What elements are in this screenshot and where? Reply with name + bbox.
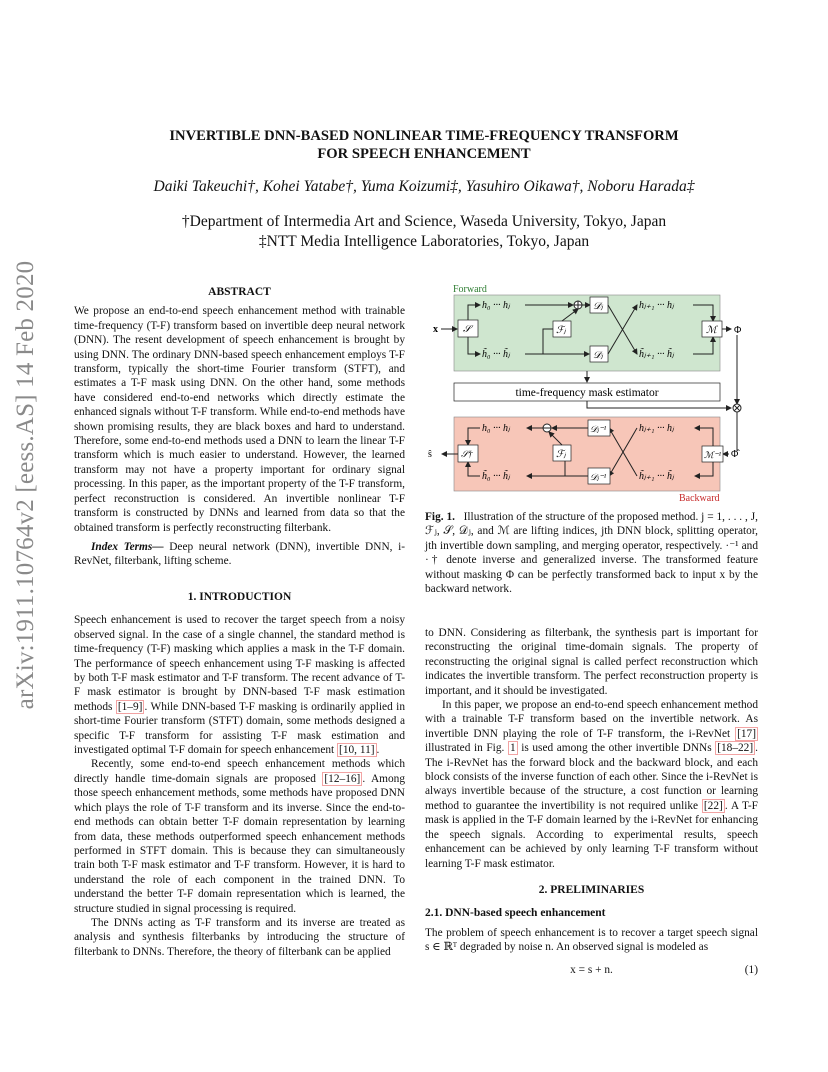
intro-paragraph: Speech enhancement is used to recover the target speech from a noisy observed signal. In the case of a single channel, the standard method is time-frequency (T-F) masking which applies a mask in the T-F domain. The performance of speech enhancement using T-F masking is affected by both T-F mask estimator and T-F transform. The recent advance of T-F mask estimator is brought by DNN-based T-F mask estimation methods [1–9] . While DNN-based T-F masking is ordinarily applied in short-time Fourier transform (STFT) domain, some methods designed a specific T-F transform for assisting T-F mask estimation and investigated optimal T-F domain for speech enhancement [10, 11] . [74, 614, 405, 757]
prelim-paragraph: The problem of speech enhancement is to recover a target speech signal s ∈ ℝᵀ degraded by noise n. An observed signal is modeled as [425, 926, 758, 954]
merge-inverse: ℳ⁻¹ [704, 450, 722, 460]
authors: Daiki Takeuchi†, Kohei Yatabe†, Yuma Koizumi‡, Yasuhiro Oikawa†, Noboru Harada‡ [153, 178, 695, 195]
intro-paragraph: to DNN. Considering as filterbank, the synthesis part is important for reconstructing the original time-domain signals. The property of reconstructing the original signal is called perfect reconstruction which indicates the invertible transform. The perfect reconstruction property is important, and it should be investigated. [425, 627, 758, 697]
h-top-right-forward: hⱼ₊₁ ··· hⱼ [639, 300, 674, 311]
h-bot-right-forward: h̃ⱼ₊₁ ··· h̃ⱼ [639, 349, 674, 360]
dnn-block-forward: ℱⱼ [556, 325, 566, 336]
citation-link[interactable]: [10, 11] [339, 744, 375, 757]
intro-paragraph: The DNNs acting as T-F transform and its inverse are treated as analysis and synthesis filterbanks by introducing the structure of filterbank to DNNs. Therefore, the theory of filterbank can be applied [74, 916, 405, 958]
input-phi-hat-label: Φ̂ [731, 449, 739, 460]
input-x-label: x [433, 324, 438, 335]
intro-heading: 1. INTRODUCTION [187, 591, 292, 603]
citation-link[interactable]: [12–16] [324, 772, 361, 785]
index-terms: Index Terms— Deep neural network (DNN), invertible DNN, i-RevNet, filterbank, lifting scheme. [74, 540, 405, 568]
citation-link[interactable]: [1–9] [117, 700, 143, 713]
downsample-bot: 𝒟ⱼ [593, 350, 603, 361]
h-bot-forward: h̃₀ ··· h̃ⱼ [482, 349, 510, 360]
upsample-bot: 𝒟ⱼ⁻¹ [590, 472, 607, 482]
subsection-heading: 2.1. DNN-based speech enhancement [425, 907, 606, 920]
right-column-body [425, 626, 758, 955]
output-phi-label: Φ [734, 325, 742, 336]
intro-paragraph: Recently, some end-to-end speech enhancement methods which directly handle time-domain signals are proposed [12–16] . Among those speech enhancement methods, some methods have proposed DNN which plays the role of T-F transform and its inverse. Since the end-to-end methods can obtain better T-F domain representation by learning from data, these methods outperformed speech enhancement methods performed in STFT domain. This is because they can simultaneously train both T-F mask estimator and T-F transform. However, it is hard to understand the role of each component in the trained DNN. To understand the better T-F domain representation which is learned, the structure studied in signal processing is required. [74, 758, 406, 915]
figure-1 [425, 283, 760, 505]
equation-number: (1) [744, 964, 758, 976]
h-bot-right-backward: h̃ⱼ₊₁ ··· h̃ⱼ [639, 471, 674, 482]
upsample-top: 𝒟ⱼ⁻¹ [590, 424, 607, 434]
arxiv-side-label: arXiv:1911.10764v2 [eess.AS] 14 Feb 2020 [12, 260, 39, 710]
citation-link[interactable]: [18–22] [717, 742, 754, 755]
citation-link[interactable]: [17] [737, 727, 756, 740]
equation-body: x = s + n. [570, 964, 613, 976]
citation-link[interactable]: [22] [703, 799, 723, 812]
forward-label: Forward [453, 284, 487, 295]
figure-link[interactable]: 1 [509, 742, 516, 755]
preliminaries-heading: 2. PRELIMINARIES [538, 883, 645, 896]
introduction-section [74, 590, 405, 959]
downsample-top: 𝒟ⱼ [593, 301, 603, 312]
split-inverse: 𝒮† [461, 449, 473, 459]
h-top-backward: h₀ ··· hⱼ [482, 423, 510, 434]
affiliations: †Department of Intermedia Art and Science, Waseda University, Tokyo, Japan ‡NTT Media Intelligence Laboratories, Tokyo, Japan [181, 213, 667, 250]
paper-title: INVERTIBLE DNN-BASED NONLINEAR TIME-FREQUENCY TRANSFORM FOR SPEECH ENHANCEMENT [169, 128, 679, 162]
backward-label: Backward [679, 493, 720, 504]
intro-paragraph: In this paper, we propose an end-to-end speech enhancement method with a trainable T-F transform based on the invertible network. As invertible DNN playing the role of T-F transform, the i-RevNet [17] illustrated in Fig. 1 is used among the other invertible DNNs [18–22] . The i-RevNet has the forward block and the backward block, and each block consists of the inverse function of each other. Since the i-RevNet is always invertible because of the structure, a cost function or learning method to guarantee the invertibility is not required unlike [22] . A T-F mask is applied in the T-F domain learned by the i-RevNet for enhancing the speech signals. According to experimental results, speech enhancement can be achieved by only learning T-F transform without learning T-F mask estimator. [425, 699, 758, 870]
h-top-forward: h₀ ··· hⱼ [482, 300, 510, 311]
abstract-heading: ABSTRACT [208, 286, 271, 298]
abstract-text: We propose an end-to-end speech enhancement method with trainable time-frequency (T-F) transform based on invertible deep neural network (DNN). The resent development of speech enhancement is brought by using DNN. The ordinary DNN-based speech enhancement employs T-F transform, typically the short-time Fourier transform (STFT), and estimates a T-F mask using DNN. On the other hand, some methods have considered end-to-end networks which directly estimate the enhanced signals without T-F transform. While end-to-end methods have shown promising results, they are black boxes and hard to understand. Therefore, some end-to-end methods used a DNN to learn the linear T-F transform which is much easier to understand. However, the learned transform may not have a property important for ordinary signal processing. In this paper, as the important property of the T-F transform, perfect reconstruction is considered. An invertible nonlinear T-F transform is constructed by DNNs and learned from data so that the obtained transform is perfectly reconstructing filterbank. [74, 305, 405, 534]
abstract-section [74, 285, 405, 569]
split-operator: 𝒮 [463, 324, 471, 335]
mask-estimator-label: time-frequency mask estimator [515, 387, 659, 399]
merge-operator: ℳ [706, 325, 717, 336]
output-s-hat-label: ŝ [428, 449, 432, 460]
h-top-right-backward: hⱼ₊₁ ··· hⱼ [639, 423, 674, 434]
h-bot-backward: h̃₀ ··· h̃ⱼ [482, 471, 510, 482]
figure-caption: Fig. 1. Illustration of the structure of the proposed method. j = 1, . . . , J, ℱⱼ, 𝒮, 𝒟ⱼ, and ℳ are lifting indices, jth DNN block, splitting operator, jth invertible down sampling, and merging operator, respectively. ·⁻¹ and ·† denote inverse and generalized inverse. The transformed feature without masking Φ can be perfectly transformed back to input x by the backward network. [425, 511, 758, 596]
dnn-block-backward: ℱⱼ [556, 449, 566, 460]
